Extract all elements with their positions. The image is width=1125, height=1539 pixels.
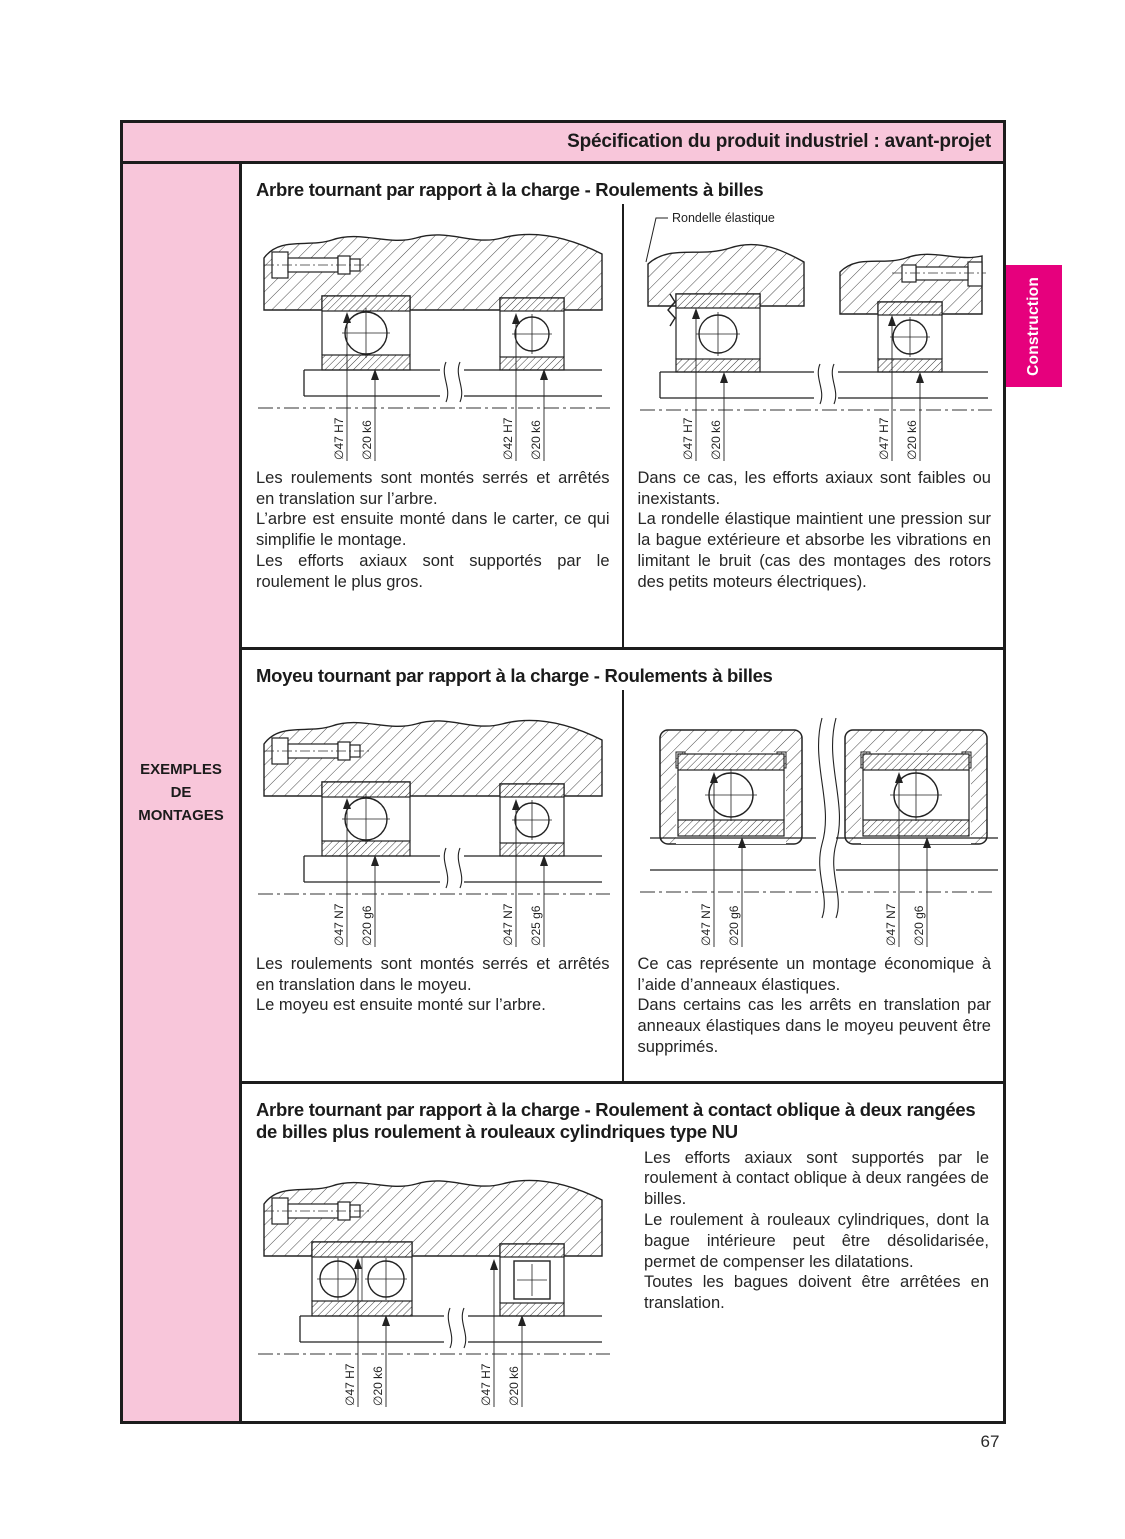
paragraph: Dans certains cas les arrêts en translation par anneaux élastiques dans le moyeu peuvent être supprimés. — [637, 996, 991, 1056]
dimension-label: ∅47 H7 — [876, 417, 891, 460]
ball-bearing-left — [676, 294, 760, 372]
sidebar-label-line: EXEMPLES — [140, 760, 222, 778]
annotation-rondelle: Rondelle élastique — [671, 210, 775, 225]
sidebar-label-line: DE — [170, 783, 192, 801]
dimension-label: ∅47 N7 — [883, 903, 898, 946]
dimension-label: ∅25 g6 — [529, 905, 543, 946]
paragraph: Les roulements sont montés serrés et arrêtés en translation dans le moyeu. — [256, 954, 610, 994]
paragraph: Ce cas représente un montage économique à l’aide d’anneaux élastiques. — [637, 954, 991, 994]
paragraph: Les efforts axiaux sont supportés par le roulement à contact oblique à deux rangées de billes. — [644, 1148, 989, 1209]
section-title: Arbre tournant par rapport à la charge - Roulements à billes — [256, 179, 764, 200]
text-block — [242, 950, 622, 1016]
text-block — [624, 464, 1004, 593]
dimension-label: ∅47 N7 — [332, 903, 346, 946]
section2-left-cell — [242, 690, 622, 1081]
page-content — [242, 164, 1003, 1421]
ball-bearing-right — [878, 302, 942, 372]
paragraph: L’arbre est ensuite monté dans le carter, ce qui simplifie le montage. — [256, 510, 610, 550]
dimension-label: ∅20 k6 — [708, 420, 723, 460]
page-header-title: Spécification du produit industriel : avant-projet — [567, 131, 991, 152]
bearing-drawing — [248, 692, 620, 950]
dimension-label: ∅47 H7 — [343, 1363, 357, 1406]
dimension-label: ∅20 g6 — [360, 905, 374, 946]
dimension-label: ∅47 H7 — [479, 1363, 493, 1406]
double-row-ball-bearing — [312, 1242, 412, 1316]
ball-bearing-large — [322, 296, 410, 370]
section-arbre-billes — [242, 164, 1003, 650]
dimension-label: ∅20 g6 — [911, 905, 926, 946]
figure-moyeu-billes-left — [242, 690, 622, 950]
dimension-label: ∅20 k6 — [529, 420, 543, 460]
construction-tab-label: Construction — [1025, 276, 1042, 376]
paragraph: Dans ce cas, les efforts axiaux sont faibles ou inexistants. — [637, 468, 991, 508]
section2-right-cell — [622, 690, 1004, 1081]
bearing-drawing — [630, 692, 1002, 950]
bearing-drawing — [248, 1152, 620, 1410]
dimension-label: ∅47 N7 — [698, 903, 713, 946]
section-moyeu-billes — [242, 650, 1003, 1084]
section-oblique-nu — [242, 1084, 1003, 1421]
paragraph: Le moyeu est ensuite monté sur l’arbre. — [256, 996, 546, 1015]
paragraph: Les roulements sont montés serrés et arrêtés en translation sur l’arbre. — [256, 468, 610, 508]
cylindrical-roller-bearing — [500, 1244, 564, 1316]
figure-oblique-nu — [242, 1146, 632, 1421]
sidebar — [123, 164, 242, 1421]
bearing-drawing — [630, 206, 1002, 464]
text-block — [242, 464, 622, 593]
text-block — [624, 950, 1004, 1058]
figure-moyeu-billes-right — [624, 690, 1004, 950]
construction-tab — [1006, 265, 1062, 387]
page-number: 67 — [980, 1432, 1000, 1451]
dimension-label: ∅20 k6 — [360, 420, 374, 460]
section1-right-cell — [622, 204, 1004, 647]
paragraph: Les efforts axiaux sont supportés par le roulement le plus gros. — [256, 551, 610, 591]
figure-arbre-billes-left — [242, 204, 622, 464]
dimension-label: ∅20 k6 — [507, 1365, 521, 1406]
ball-bearing-small — [500, 298, 564, 370]
section-title: Arbre tournant par rapport à la charge - Roulement à contact oblique à deux rangées de billes plus roulement à rouleaux cylindriques type NU — [256, 1099, 976, 1142]
page-header — [123, 123, 1003, 164]
book-page — [120, 120, 1006, 1424]
hub-left — [660, 730, 802, 844]
dimension-label: ∅20 g6 — [726, 905, 741, 946]
paragraph: Le roulement à rouleaux cylindriques, dont la bague intérieure peut être désolidarisée, permet de compenser les dilatations. — [644, 1211, 989, 1271]
dimension-label: ∅47 H7 — [680, 417, 695, 460]
sidebar-label — [138, 758, 224, 828]
hub-right — [845, 730, 987, 844]
section1-left-cell — [242, 204, 622, 647]
dimension-label: ∅47 H7 — [332, 417, 346, 460]
figure-arbre-billes-right — [624, 204, 1004, 464]
text-block — [632, 1146, 1003, 1421]
section-title: Moyeu tournant par rapport à la charge - Roulements à billes — [256, 665, 773, 686]
paragraph: La rondelle élastique maintient une pression sur la bague extérieure et absorbe les vibrations en limitant le bruit (cas des montages des rotors des petits moteurs électriques). — [637, 510, 991, 591]
bearing-drawing — [248, 206, 620, 464]
ball-bearing-small — [500, 784, 564, 856]
dimension-label: ∅42 H7 — [501, 417, 515, 460]
sidebar-label-line: MONTAGES — [138, 807, 224, 825]
ball-bearing-large — [322, 782, 410, 856]
dimension-label: ∅20 k6 — [904, 420, 919, 460]
dimension-label: ∅47 N7 — [501, 903, 515, 946]
paragraph: Toutes les bagues doivent être arrêtées en translation. — [644, 1273, 989, 1313]
dimension-label: ∅20 k6 — [371, 1365, 385, 1406]
